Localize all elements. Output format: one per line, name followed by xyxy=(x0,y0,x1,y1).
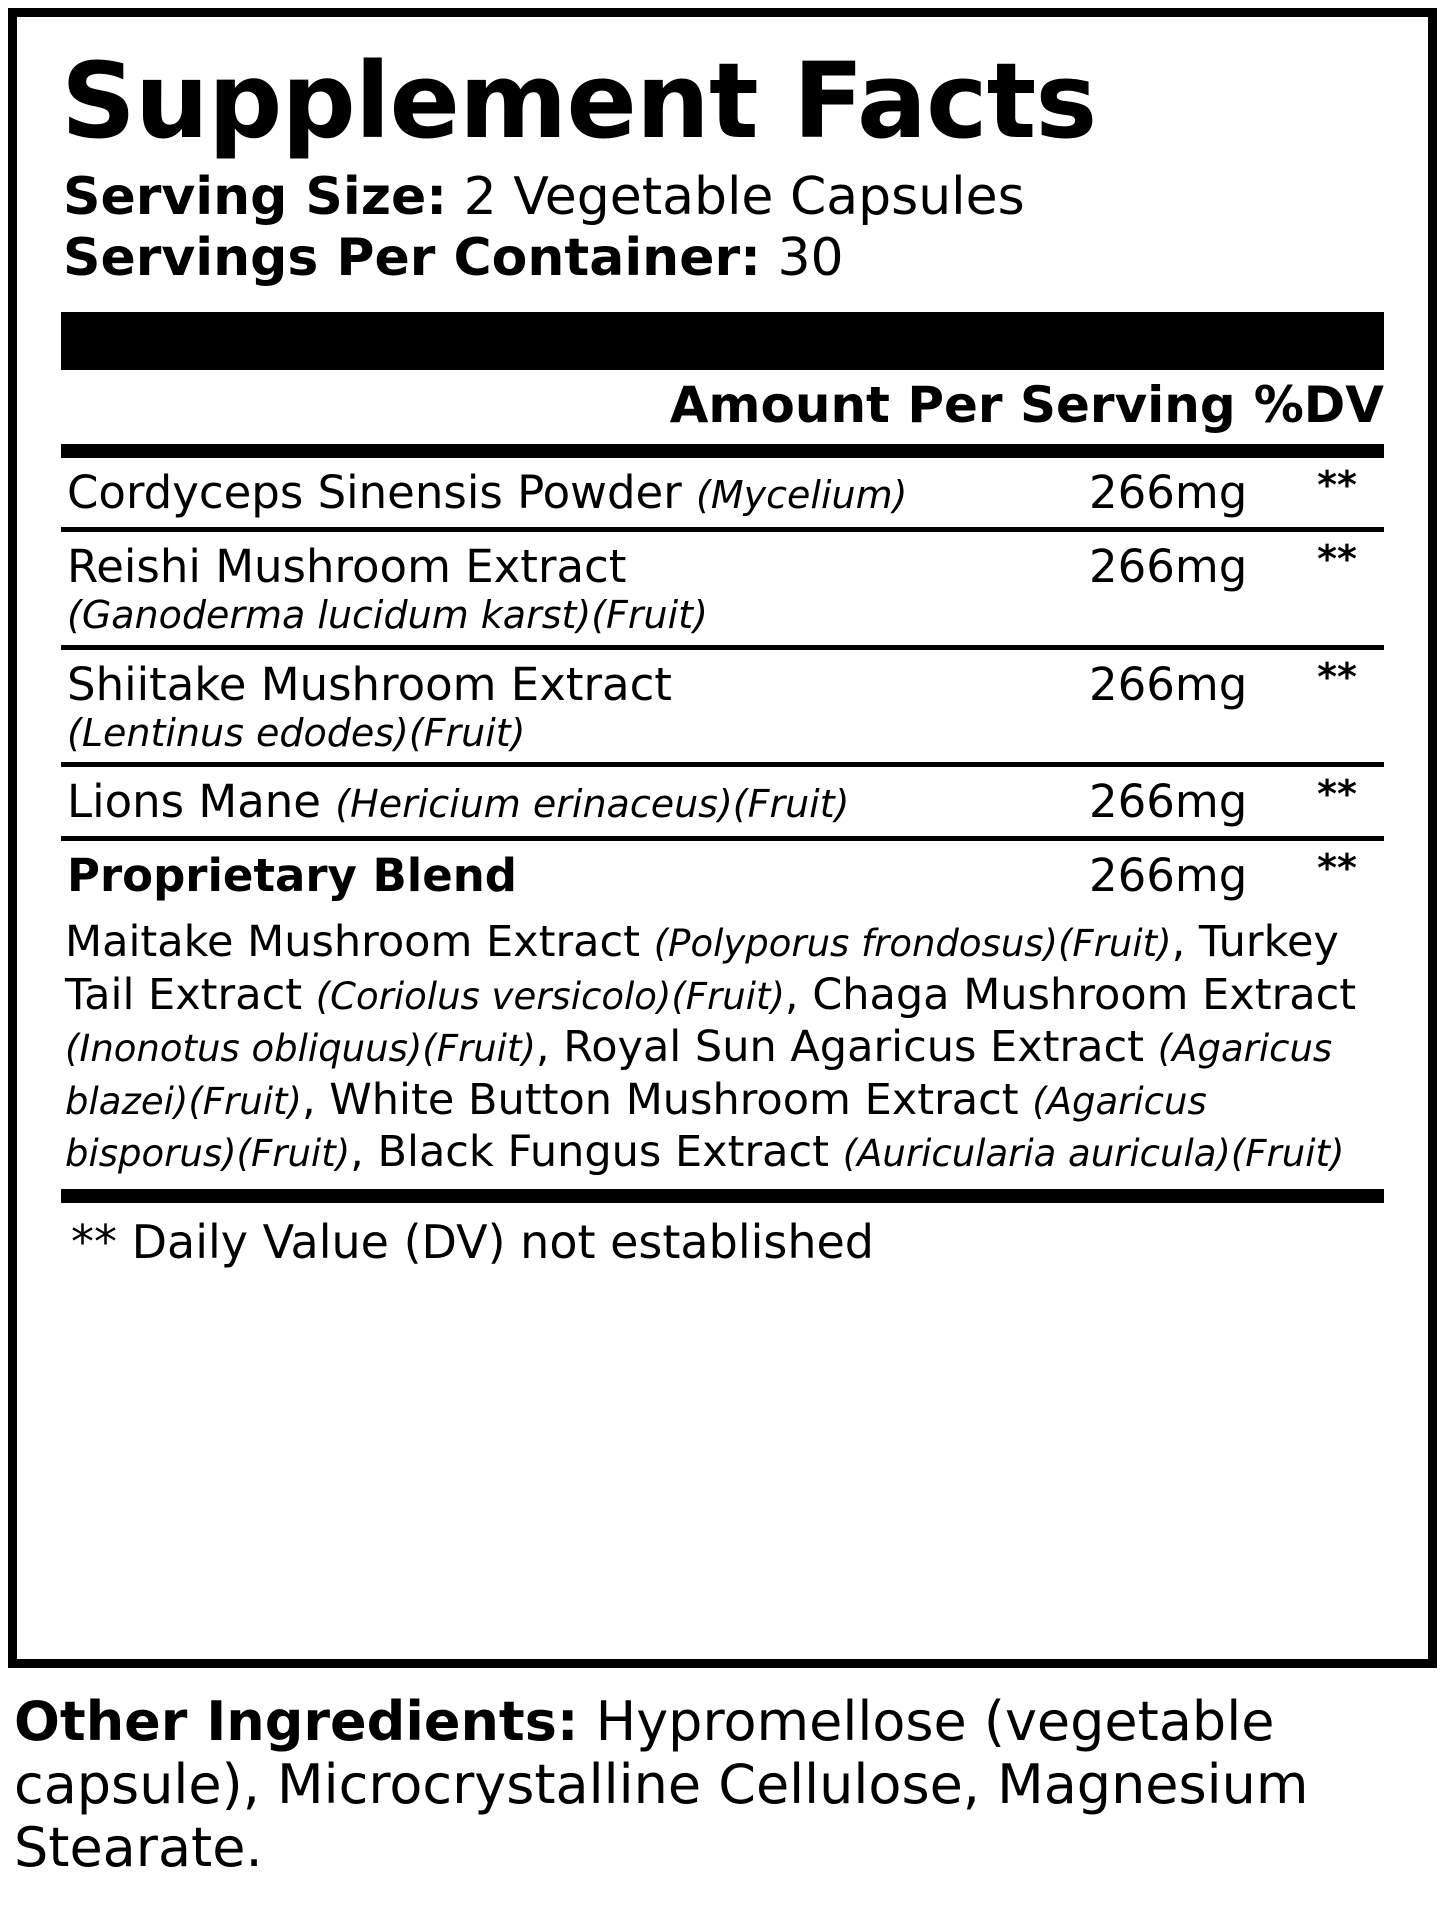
nutrient-scientific-name: (Hericium erinaceus)(Fruit) xyxy=(335,782,850,827)
heavy-rule-bottom xyxy=(61,1189,1384,1203)
table-row xyxy=(61,650,1384,763)
heavy-rule-top xyxy=(61,444,1384,458)
other-ingredients-value: Hypromellose (vegetable capsule), Microcrystalline Cellulose, Magnesium Stearate. xyxy=(14,1690,1309,1880)
blend-ingredient-name: Maitake Mushroom Extract xyxy=(65,917,654,968)
serving-size-label: Serving Size: xyxy=(63,167,448,227)
blend-ingredient-name: , Chaga Mushroom Extract xyxy=(784,969,1357,1020)
nutrient-name: Lions Mane (Hericium erinaceus)(Fruit) xyxy=(67,775,850,829)
blend-scientific-name: (Agaricus bisporus)(Fruit) xyxy=(65,1079,1207,1176)
table-row-proprietary-blend xyxy=(61,841,1384,910)
proprietary-blend-ingredients xyxy=(65,916,1380,1178)
nutrient-dv: ** xyxy=(1317,654,1357,699)
nutrient-amount: 266mg xyxy=(1089,465,1248,519)
blend-scientific-name: (Inonotus obliquus)(Fruit) xyxy=(65,1027,536,1071)
blend-scientific-name: (Auricularia auricula)(Fruit) xyxy=(842,1132,1345,1176)
servings-per-container-label: Servings Per Container: xyxy=(63,228,761,289)
nutrient-amount: 266mg xyxy=(1089,775,1248,829)
blend-ingredient-name: , Royal Sun Agaricus Extract xyxy=(535,1022,1158,1073)
daily-value-header: %DV xyxy=(1253,375,1384,434)
other-ingredients xyxy=(8,1690,1433,1880)
serving-info xyxy=(57,167,1388,290)
nutrient-scientific-name: (Ganoderma lucidum karst)(Fruit) xyxy=(67,592,708,637)
nutrient-scientific-name: (Lentinus edodes)(Fruit) xyxy=(67,710,526,755)
nutrient-name: Proprietary Blend xyxy=(67,849,517,903)
serving-size-line xyxy=(63,167,1388,228)
nutrient-dv: ** xyxy=(1317,846,1357,891)
other-ingredients-label: Other Ingredients: xyxy=(14,1690,579,1753)
page-title: Supplement Facts xyxy=(61,40,1097,162)
column-headers xyxy=(61,376,1384,434)
nutrient-dv: ** xyxy=(1317,536,1357,581)
blend-ingredient-name: , White Button Mushroom Extract xyxy=(301,1074,1033,1125)
nutrient-name: Shiitake Mushroom Extract xyxy=(67,657,672,711)
table-row xyxy=(61,458,1384,527)
blend-scientific-name: (Coriolus versicolo)(Fruit) xyxy=(315,974,785,1018)
nutrient-dv: ** xyxy=(1317,772,1357,817)
nutrient-amount: 266mg xyxy=(1089,657,1248,711)
nutrient-dv: ** xyxy=(1317,462,1357,507)
blend-ingredient-name: , Turkey Tail Extract xyxy=(65,917,1339,1020)
blend-scientific-name: (Polyporus frondosus)(Fruit) xyxy=(653,922,1172,966)
nutrient-name: Cordyceps Sinensis Powder (Mycelium) xyxy=(67,465,908,519)
amount-per-serving-header: Amount Per Serving xyxy=(669,375,1236,434)
facts-panel xyxy=(8,8,1437,1668)
nutrient-scientific-name: (Mycelium) xyxy=(696,472,908,517)
blend-ingredient-name: , Black Fungus Extract xyxy=(350,1127,843,1178)
table-row xyxy=(61,532,1384,645)
header-divider-bar xyxy=(61,312,1384,370)
table-row xyxy=(61,767,1384,836)
servings-per-container-line xyxy=(63,228,1388,289)
serving-size-value: 2 Vegetable Capsules xyxy=(463,167,1025,227)
servings-per-container-value: 30 xyxy=(777,228,844,289)
nutrient-amount: 266mg xyxy=(1089,849,1248,903)
daily-value-footnote: ** Daily Value (DV) not established xyxy=(71,1214,875,1269)
blend-scientific-name: (Agaricus blazei)(Fruit) xyxy=(65,1027,1333,1123)
nutrient-name: Reishi Mushroom Extract xyxy=(67,539,627,593)
nutrient-amount: 266mg xyxy=(1089,539,1248,593)
